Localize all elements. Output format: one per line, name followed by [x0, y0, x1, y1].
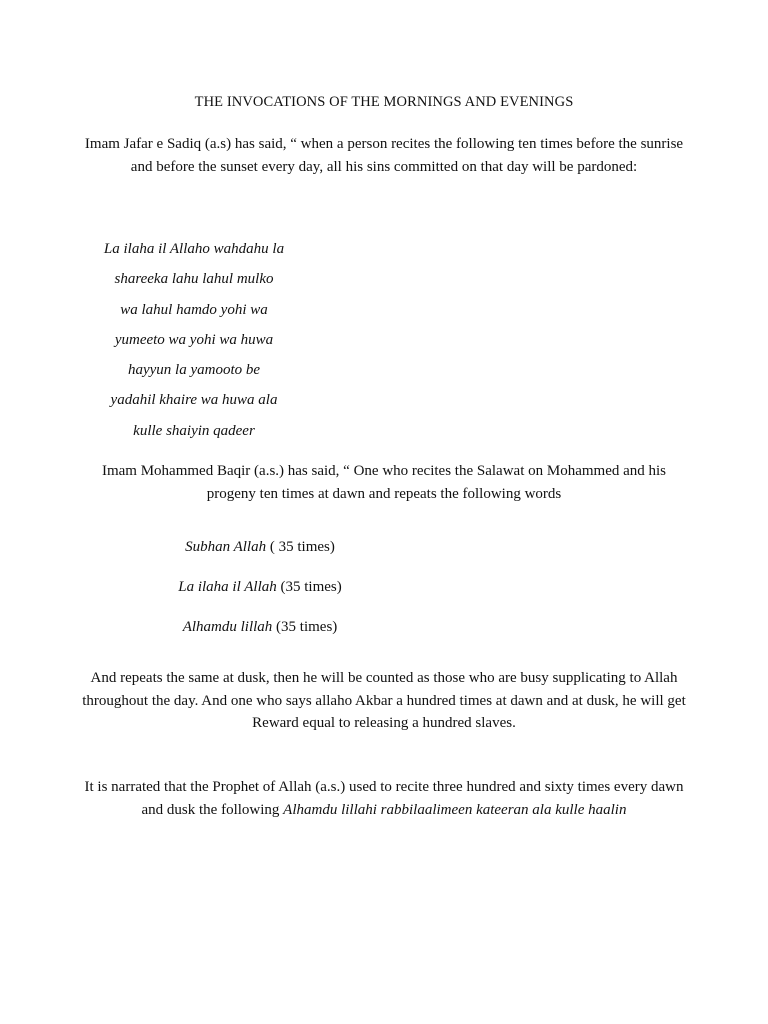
paragraph-prophet — [80, 776, 688, 821]
verse-line: yadahil khaire wa huwa ala — [110, 392, 278, 409]
paragraph-imam-baqir: Imam Mohammed Baqir (a.s.) has said, “ One who recites the Salawat on Mohammed and his progeny ten times at dawn and repeats the following words — [101, 463, 667, 502]
recitation-phrase: La ilaha il Allah — [178, 579, 277, 595]
verse-line: shareeka lahu lahul mulko — [114, 271, 274, 288]
verse-line: kulle shaiyin qadeer — [133, 422, 255, 439]
recitation-count: ( 35 times) — [266, 539, 335, 555]
recitation-count: (35 times) — [276, 579, 342, 595]
recitation-item — [0, 619, 520, 636]
paragraph-prophet-italic: Alhamdu lillahi rabbilaalimeen kateeran ala kulle haalin — [283, 801, 627, 818]
verse-line: hayyun la yamooto be — [127, 362, 261, 379]
recitation-phrase: Subhan Allah — [185, 539, 267, 555]
recitation-item — [0, 539, 520, 556]
verse-line: yumeeto wa yohi wa huwa — [114, 331, 274, 348]
recitation-phrase: Alhamdu lillah — [182, 619, 273, 635]
document-title: THE INVOCATIONS OF THE MORNINGS AND EVENINGS — [194, 94, 574, 110]
verse-block — [80, 234, 308, 446]
recitation-count: (35 times) — [272, 619, 338, 635]
verse-line: La ilaha il Allaho wahdahu la — [103, 241, 285, 257]
paragraph-prophet-text: It is narrated that the Prophet of Allah (a.s.) used to recite three hundred and sixty times every dawn and dusk the following — [84, 779, 684, 818]
paragraph-dusk: And repeats the same at dusk, then he will be counted as those who are busy supplicating to Allah throughout the day. And one who says allaho Akbar a hundred times at dawn and at dusk, he will get Reward equal to releasing a hundred slaves. — [82, 670, 686, 731]
verse-line: wa lahul hamdo yohi wa — [120, 301, 268, 318]
paragraph-imam-jafar: Imam Jafar e Sadiq (a.s) has said, “ when a person recites the following ten times before the sunrise and before the sunset every day, all his sins committed on that day will be pardoned: — [84, 136, 684, 175]
recitation-item — [0, 579, 520, 596]
